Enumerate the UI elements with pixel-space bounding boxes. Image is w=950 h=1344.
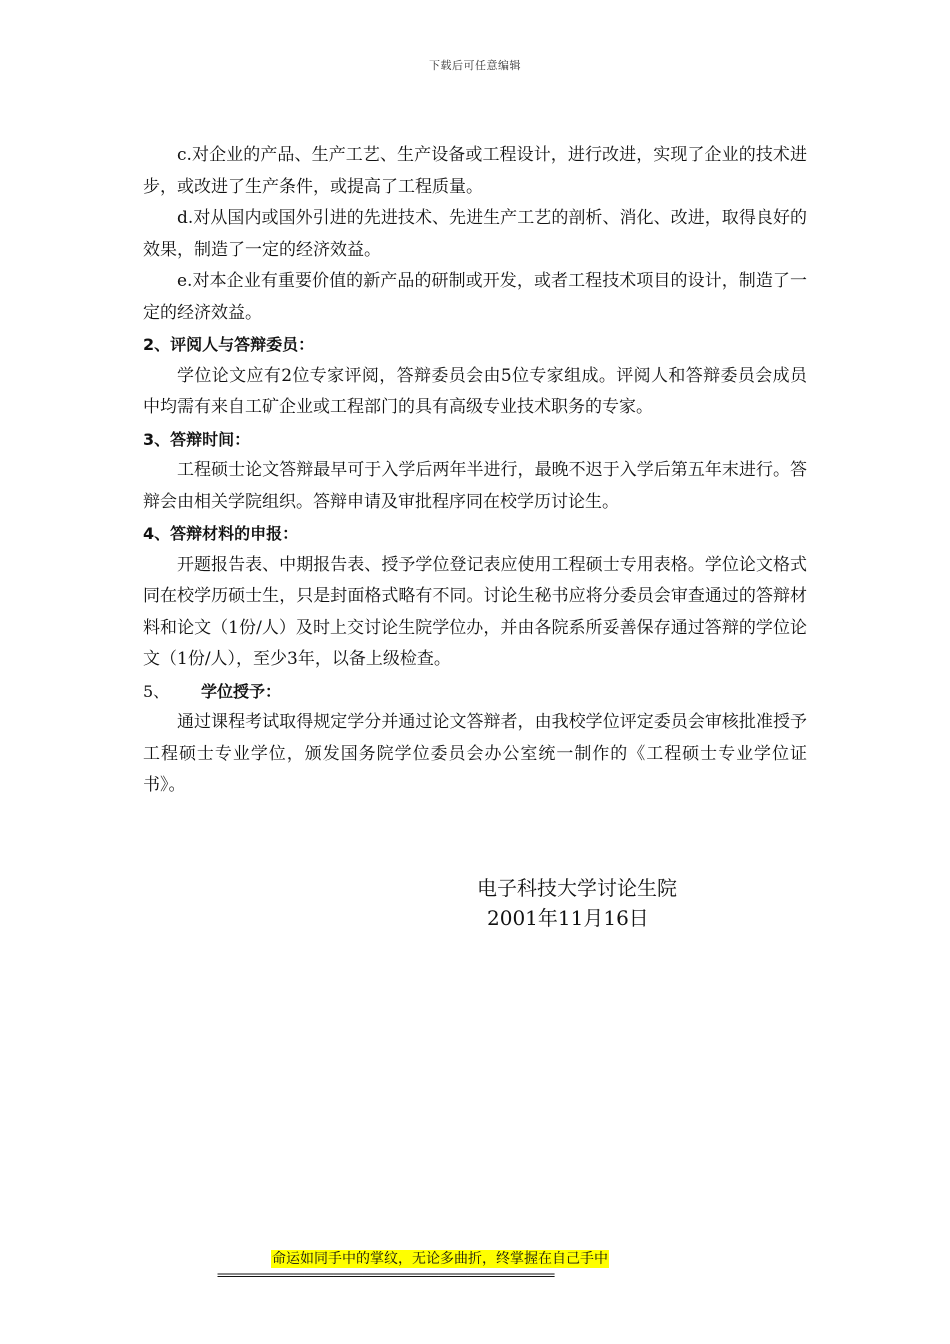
footer-rule: ========================================================== — [217, 1268, 554, 1282]
section-title: 评阅人与答辩委员： — [170, 335, 315, 354]
section-number: 5、 — [143, 681, 170, 701]
footer-quote: 命运如同手中的掌纹，无论多曲折，终掌握在自己手中 — [272, 1251, 608, 1267]
paragraph-c: c.对企业的产品、生产工艺、生产设备或工程设计，进行改进，实现了企业的技术进步，或改进了生产条件，或提高了工程质量。 — [143, 145, 807, 197]
section-heading-3 — [143, 424, 807, 456]
signature-date: 2001年11月16日 — [487, 906, 649, 930]
section-heading-5 — [143, 676, 807, 708]
section-body-4: 开题报告表、中期报告表、授予学位登记表应使用工程硕士专用表格。学位论文格式同在校学历硕士生，只是封面格式略有不同。讨论生秘书应将分委员会审查通过的答辩材料和论文（1份/人）及时上交讨论生院学位办，并由各院系所妥善保存通过答辩的学位论文（1份/人），至少3年，以备上级检查。 — [143, 554, 807, 669]
section-body-5: 通过课程考试取得规定学分并通过论文答辩者，由我校学位评定委员会审核批准授予工程硕士专业学位，颁发国务院学位委员会办公室统一制作的《工程硕士专业学位证书》。 — [143, 712, 807, 795]
section-title: 答辩时间： — [170, 429, 251, 449]
section-body-3: 工程硕士论文答辩最早可于入学后两年半进行，最晚不迟于入学后第五年末进行。答辩会由相关学院组织。答辩申请及审批程序同在校学历讨论生。 — [143, 460, 807, 512]
section-title: 答辩材料的申报： — [170, 524, 299, 543]
document-body — [143, 140, 807, 802]
page-header: 下载后可任意编辑 — [429, 59, 521, 72]
paragraph-e: e.对本企业有重要价值的新产品的研制或开发，或者工程技术项目的设计，制造了一定的经济效益。 — [143, 271, 807, 323]
section-heading-4 — [143, 518, 807, 550]
section-body-2: 学位论文应有2位专家评阅，答辩委员会由5位专家组成。评阅人和答辩委员会成员中均需有来自工矿企业或工程部门的具有高级专业技术职务的专家。 — [143, 365, 807, 417]
section-number: 4、 — [143, 524, 171, 543]
paragraph-d: d.对从国内或国外引进的先进技术、先进生产工艺的剖析、消化、改进，取得良好的效果，制造了一定的经济效益。 — [143, 208, 807, 260]
signature-block — [477, 873, 677, 933]
section-title: 学位授予： — [201, 681, 282, 701]
section-number: 2、 — [143, 335, 171, 354]
section-number: 3、 — [143, 429, 171, 449]
signature-org: 电子科技大学讨论生院 — [477, 876, 677, 900]
section-heading-2 — [143, 329, 807, 361]
